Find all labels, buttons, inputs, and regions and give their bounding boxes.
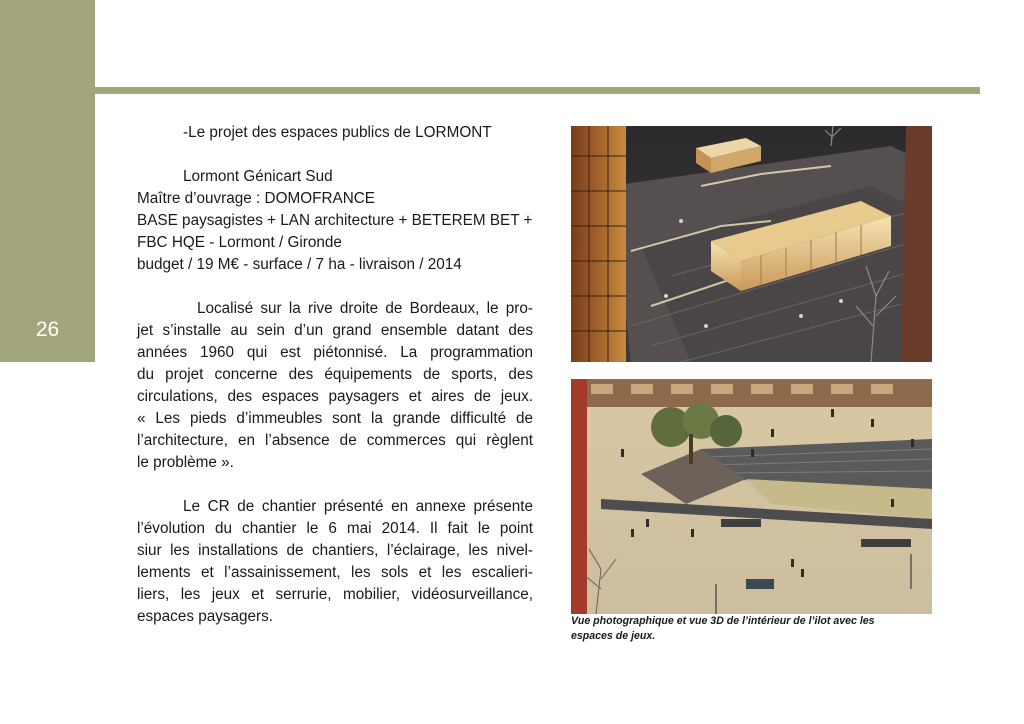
- caption-line: Vue photographique et vue 3D de l’intérieur de l’ilot avec les: [571, 615, 875, 627]
- paragraph-line: années 1960 qui est piétonnisé. La programmation: [137, 344, 533, 361]
- figures-line: budget / 19 M€ - surface / 7 ha - livraison / 2014: [137, 256, 462, 273]
- header-rule: [95, 87, 980, 94]
- article-text: [137, 122, 533, 628]
- side-band: [0, 0, 95, 362]
- aerial-night-photo: [571, 126, 932, 362]
- paragraph-line: liers, les jeux et serrurie, mobilier, vidéosurveillance,: [137, 586, 533, 603]
- paragraph-line: Localisé sur la rive droite de Bordeaux, le pro-: [197, 300, 533, 317]
- paragraph-line: lements et l’assainissement, les sols et les escalieri-: [137, 564, 533, 581]
- figure-caption: [571, 614, 941, 644]
- section-heading: -Le projet des espaces publics de LORMONT: [183, 124, 492, 141]
- caption-line: espaces de jeux.: [571, 630, 656, 642]
- team-line-2: FBC HQE - Lormont / Gironde: [137, 234, 342, 251]
- paragraph-line: Le CR de chantier présenté en annexe présente: [183, 498, 533, 515]
- paragraph-line: espaces paysagers.: [137, 608, 274, 625]
- paragraph-line: l’architecture, en l’absence de commerces qui règlent: [137, 432, 533, 449]
- courtyard-render-photo: [571, 379, 932, 614]
- page-number: 26: [35, 318, 60, 341]
- client-line: Maître d’ouvrage : DOMOFRANCE: [137, 190, 376, 207]
- project-title: Lormont Génicart Sud: [183, 168, 333, 185]
- paragraph-line: le problème ».: [137, 454, 234, 471]
- paragraph-line: siur les installations de chantiers, l’éclairage, les nivel-: [137, 542, 533, 559]
- paragraph-line: du projet concerne des équipements de sports, des: [137, 366, 533, 383]
- paragraph-line: circulations, des espaces paysagers et aires de jeux.: [137, 388, 533, 405]
- team-line-1: BASE paysagistes + LAN architecture + BETEREM BET +: [137, 212, 533, 229]
- paragraph-line: l’évolution du chantier le 6 mai 2014. Il fait le point: [137, 520, 533, 537]
- paragraph-line: jet s’installe au sein d’un grand ensemble datant des: [137, 322, 533, 339]
- paragraph-line: « Les pieds d’immeubles sont la grande difficulté de: [137, 410, 533, 427]
